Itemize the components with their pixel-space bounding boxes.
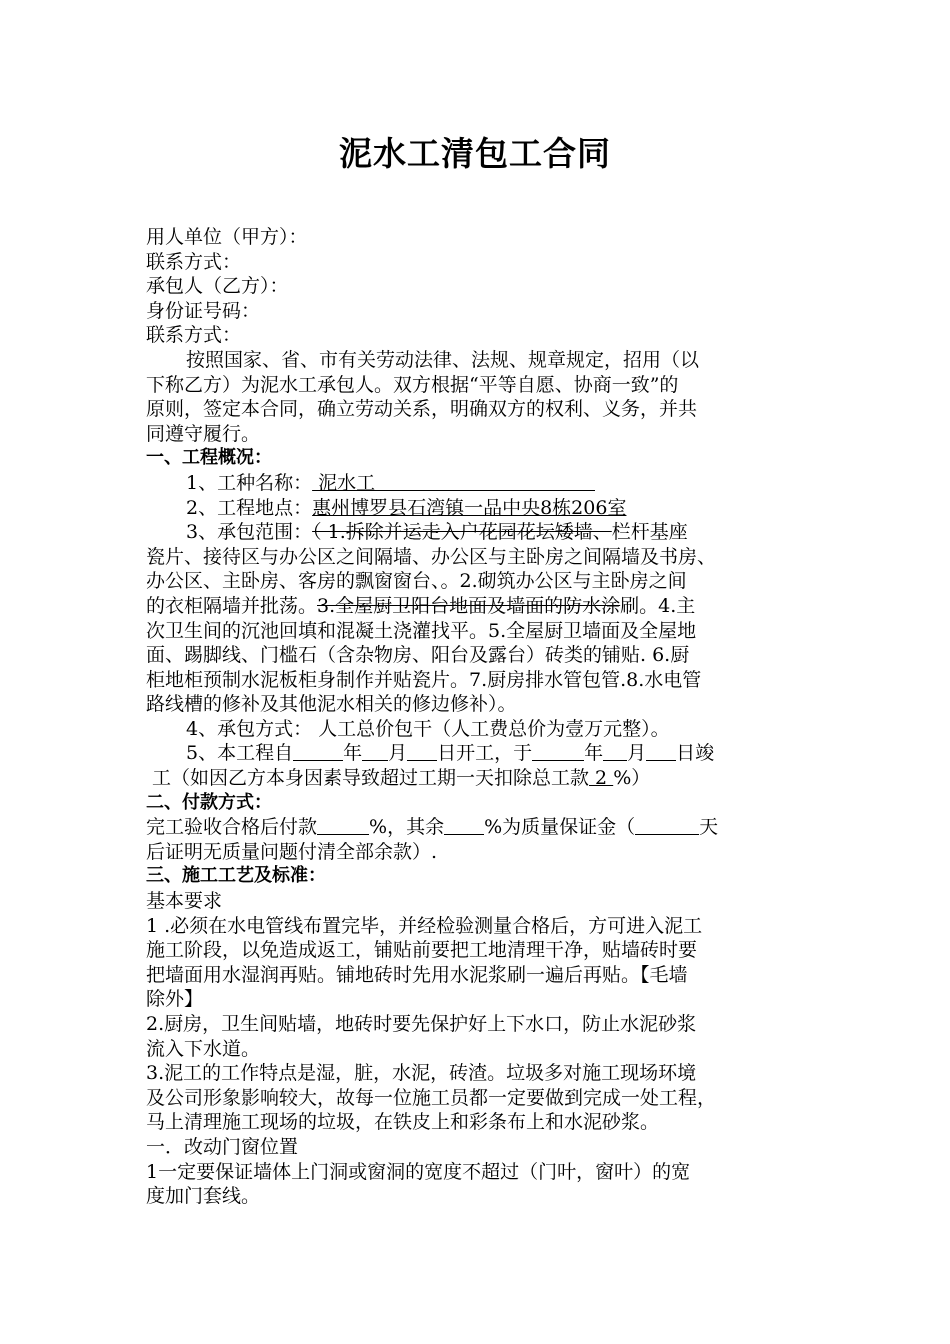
schedule-text: 月 [627, 742, 647, 765]
section2-heading: 二、付款方式： [146, 791, 272, 813]
work-site-value: 惠州博罗县石湾镇一品中央8栋206室 [312, 496, 627, 519]
schedule-text: 5、本工程自 [186, 742, 294, 765]
schedule-line [146, 766, 806, 791]
scope-line [146, 594, 806, 619]
warranty-days-blank [635, 816, 699, 835]
penalty-percent: 2 [589, 767, 614, 790]
schedule-text: %） [613, 767, 651, 790]
intro-line: 按照国家、省、市有关劳动法律、法规、规章规定，招用（以 [186, 348, 700, 371]
scope-strike-text: 3.全屋厨卫阳台地面及墙面的防水涂 [317, 594, 621, 617]
payment-line: 后证明无质量问题付清全部余款）. [146, 840, 438, 863]
start-month-blank [362, 742, 388, 761]
schedule-text: 年 [584, 742, 604, 765]
party-a-line: 用人单位（甲方）： [146, 226, 308, 248]
schedule-text: 日竣 [676, 742, 715, 765]
scope-line: 办公区、主卧房、客房的飘窗窗台、。2.砌筑办公区与主卧房之间 [146, 570, 687, 593]
basic-requirements: 基本要求 [146, 890, 223, 913]
payment-text: %，其余 [369, 816, 445, 839]
scope-text: 的衣柜隔墙并批荡。 [146, 594, 318, 617]
door-window-line: 1一定要保证墙体上门洞或窗洞的宽度不超过（门叶，窗叶）的宽 [146, 1160, 691, 1183]
scope-line: 路线槽的修补及其他泥水相关的修边修补）。 [146, 693, 517, 716]
remainder-percent-blank [444, 816, 484, 835]
payment-text: 完工验收合格后付款 [146, 816, 318, 839]
scope-strike-text: （ 1.拆除并运走入户花园花坛矮墙、 [312, 521, 612, 544]
requirement-1-line: 除外】 [146, 988, 204, 1011]
scope-text: 刷。4.主 [620, 594, 696, 617]
intro-line: 原则，签定本合同，确立劳动关系，明确双方的权利、义务，并共 [146, 398, 698, 421]
requirement-3-line: 及公司形象影响较大，故每一位施工员都一定要做到完成一处工程， [146, 1086, 717, 1109]
intro-line: 下称乙方）为泥水工承包人。双方根据“平等自愿、协商一致”的 [146, 373, 679, 396]
requirement-1-line: 把墙面用水湿润再贴。铺地砖时先用水泥浆刷一遍后再贴。【毛墙 [146, 963, 688, 986]
work-type-blank [375, 472, 595, 491]
payment-percent-blank [317, 816, 369, 835]
payment-line [146, 815, 806, 840]
id-number-line: 身份证号码： [146, 299, 261, 322]
scope-text: 栏杆基座 [611, 521, 688, 544]
section3-heading: 三、施工工艺及标准： [146, 865, 326, 887]
scope-line: 瓷片、接待区与办公区之间隔墙、办公区与主卧房之间隔墙及书房、 [146, 545, 717, 568]
schedule-text: 年 [343, 742, 363, 765]
schedule-text: 工（如因乙方本身因素导致超过工期一天扣除总工款 [152, 767, 590, 790]
payment-text: 天 [699, 816, 719, 839]
work-type-value: 泥水工 [312, 471, 376, 494]
scope-line: 面、踢脚线、门槛石（含杂物房、阳台及露台）砖类的铺贴. 6.厨 [146, 644, 690, 667]
payment-text: %为质量保证金（ [484, 816, 636, 839]
requirement-1-line: 1 .必须在水电管线布置完毕，并经检验测量合格后，方可进入泥工 [146, 914, 703, 937]
requirement-3-line: 马上清理施工现场的垃圾，在铁皮上和彩条布上和水泥砂浆。 [146, 1111, 660, 1134]
work-site-line [146, 496, 806, 521]
scope-line: 柜地柜预制水泥板柜身制作并贴瓷片。7.厨房排水管包管.8.水电管 [146, 668, 702, 691]
work-site-label: 2、工程地点： [186, 496, 313, 519]
schedule-line [146, 741, 806, 766]
end-month-blank [603, 742, 627, 761]
intro-line: 同遵守履行。 [146, 422, 261, 445]
requirement-2-line: 2.厨房，卫生间贴墙，地砖时要先保护好上下水口，防止水泥砂浆 [146, 1013, 697, 1035]
scope-label: 3、承包范围： [186, 521, 313, 544]
scope-line: 次卫生间的沉池回填和混凝土浇灌找平。5.全屋厨卫墙面及全屋地 [146, 619, 697, 642]
subsection-door-window: 一．改动门窗位置 [146, 1135, 299, 1158]
requirement-1-line: 施工阶段，以免造成返工，铺贴前要把工地清理干净，贴墙砖时要 [146, 939, 698, 962]
work-type-line [146, 471, 806, 496]
document-body [146, 225, 806, 1209]
requirement-2-line: 流入下水道。 [146, 1037, 261, 1060]
requirement-3-line: 3.泥工的工作特点是湿，脏，水泥，砖渣。垃圾多对施工现场环境 [146, 1062, 697, 1085]
contract-method-line: 4、承包方式： 人工总价包干（人工费总价为壹万元整）。 [186, 717, 670, 740]
door-window-line: 度加门套线。 [146, 1185, 261, 1208]
work-type-label: 1、工种名称： [186, 471, 313, 494]
end-year-blank [532, 742, 584, 761]
contact-b-line: 联系方式： [146, 324, 242, 347]
start-day-blank [407, 742, 437, 761]
contact-a-line: 联系方式： [146, 250, 242, 273]
schedule-text: 月 [388, 742, 408, 765]
start-year-blank [293, 742, 343, 761]
section1-heading: 一、工程概况： [146, 447, 272, 469]
schedule-text: 日开工，于 [437, 742, 533, 765]
document-title: 泥水工清包工合同 [339, 134, 611, 173]
end-day-blank [646, 742, 676, 761]
party-b-line: 承包人（乙方）： [146, 275, 289, 298]
scope-line [146, 520, 806, 545]
